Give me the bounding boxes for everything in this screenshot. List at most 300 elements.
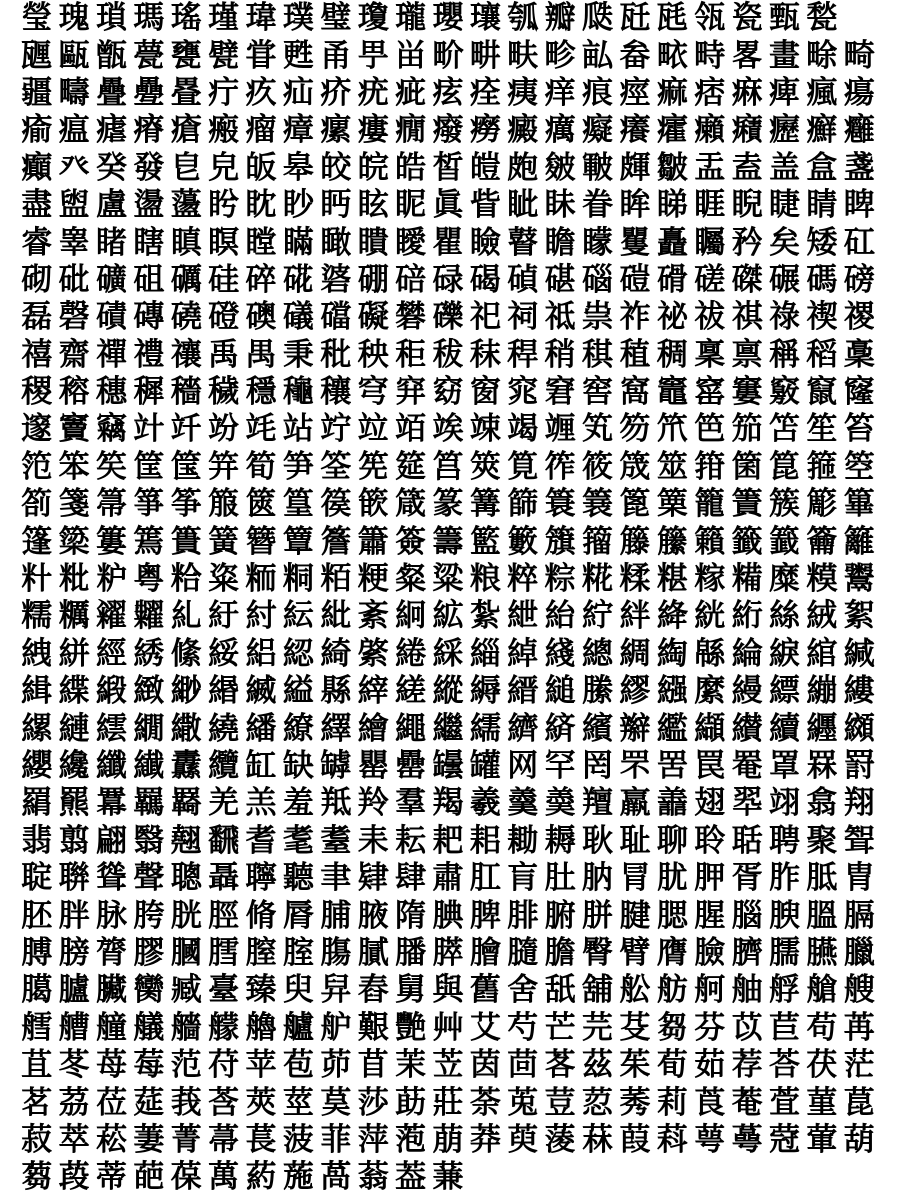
kanji-glyph: 碎: [245, 261, 277, 298]
kanji-glyph: 穽: [395, 374, 427, 411]
kanji-glyph: 葭: [619, 1121, 651, 1158]
kanji-glyph: 綯: [656, 635, 688, 672]
kanji-glyph: 舊: [469, 972, 501, 1009]
kanji-glyph: 綉: [133, 635, 165, 672]
kanji-glyph: 皓: [395, 149, 427, 186]
kanji-glyph: 禊: [806, 299, 838, 336]
kanji-glyph: 莨: [694, 1084, 726, 1121]
kanji-glyph: 缸: [245, 748, 277, 784]
kanji-glyph: 碪: [544, 261, 576, 298]
kanji-glyph: 舫: [656, 972, 688, 1009]
kanji-glyph: 矇: [582, 224, 614, 261]
kanji-glyph: 籵: [21, 561, 53, 598]
kanji-glyph: 繿: [656, 710, 688, 747]
kanji-glyph: 站: [282, 411, 314, 448]
kanji-glyph: 膕: [170, 934, 202, 971]
kanji-glyph: 甑: [95, 37, 127, 74]
kanji-glyph: 瓔: [432, 0, 464, 37]
kanji-glyph: 穢: [208, 374, 240, 411]
kanji-glyph: 盡: [21, 187, 53, 224]
kanji-glyph: 簓: [806, 486, 838, 523]
kanji-glyph: 疣: [357, 74, 389, 111]
kanji-glyph: 窿: [843, 374, 875, 411]
kanji-glyph: 荅: [769, 1047, 800, 1084]
kanji-glyph: 竄: [806, 374, 838, 411]
kanji-glyph: 臧: [170, 972, 202, 1009]
kanji-glyph: 繦: [656, 673, 688, 710]
kanji-glyph: 癸: [95, 149, 127, 186]
kanji-glyph: 眇: [282, 187, 314, 224]
kanji-glyph: 腱: [619, 897, 651, 934]
kanji-glyph: 茲: [582, 1047, 614, 1084]
kanji-glyph: 繹: [320, 710, 352, 747]
kanji-glyph: 聲: [133, 860, 165, 897]
kanji-glyph: 肭: [582, 860, 614, 897]
kanji-glyph: 竢: [432, 411, 464, 448]
kanji-glyph: 葢: [395, 1159, 427, 1196]
kanji-glyph: 筱: [582, 448, 614, 485]
kanji-glyph: 絳: [656, 598, 688, 635]
kanji-glyph: 籏: [544, 523, 576, 560]
kanji-glyph: 罌: [357, 748, 389, 784]
kanji-glyph: 莢: [245, 1084, 277, 1121]
kanji-glyph: 糀: [582, 561, 614, 598]
kanji-glyph: 籐: [619, 523, 651, 560]
kanji-glyph: 瓊: [357, 0, 389, 37]
kanji-glyph: 糜: [769, 561, 800, 598]
kanji-glyph: 碚: [395, 261, 427, 298]
kanji-glyph: 稱: [769, 336, 800, 373]
kanji-glyph: 筮: [656, 448, 688, 485]
kanji-glyph: 粽: [544, 561, 576, 598]
kanji-glyph: 竭: [507, 411, 539, 448]
kanji-glyph: 粢: [208, 561, 240, 598]
kanji-glyph: 皰: [507, 149, 539, 186]
kanji-glyph: 穉: [133, 374, 165, 411]
kanji-glyph: 瘟: [58, 112, 90, 149]
kanji-glyph: 糺: [170, 598, 202, 635]
kanji-glyph: 范: [170, 1047, 202, 1084]
kanji-glyph: 甅: [21, 37, 53, 74]
kanji-glyph: 胯: [133, 897, 165, 934]
kanji-glyph: 茴: [507, 1047, 539, 1084]
kanji-glyph: 縅: [245, 673, 277, 710]
kanji-glyph: 紲: [507, 598, 539, 635]
kanji-glyph: 笏: [619, 411, 651, 448]
kanji-glyph: 胖: [58, 897, 90, 934]
kanji-glyph: 睚: [694, 187, 726, 224]
kanji-glyph: 芬: [694, 1009, 726, 1046]
kanji-glyph: 羹: [507, 785, 539, 822]
kanji-glyph: 緘: [843, 635, 875, 672]
kanji-glyph: 絋: [432, 598, 464, 635]
kanji-glyph: 菲: [320, 1121, 352, 1158]
kanji-glyph: 粤: [133, 561, 165, 598]
kanji-glyph: 皴: [544, 149, 576, 186]
kanji-glyph: 笘: [769, 411, 800, 448]
kanji-glyph: 盂: [694, 149, 726, 186]
kanji-glyph: 磚: [133, 299, 165, 336]
kanji-glyph: 禳: [170, 336, 202, 373]
kanji-glyph: 砠: [133, 261, 165, 298]
kanji-glyph: 蒂: [95, 1159, 127, 1196]
kanji-glyph: 粃: [58, 561, 90, 598]
kanji-glyph: 縊: [282, 673, 314, 710]
kanji-glyph: 畩: [656, 37, 688, 74]
kanji-glyph: 糯: [21, 598, 53, 635]
kanji-glyph: 與: [432, 972, 464, 1009]
kanji-glyph: 礦: [95, 261, 127, 298]
kanji-glyph: 畚: [619, 37, 651, 74]
kanji-glyph: 癜: [507, 112, 539, 149]
kanji-glyph: 耘: [395, 822, 427, 859]
kanji-glyph: 艝: [21, 1009, 53, 1046]
kanji-glyph: 瑾: [208, 0, 240, 37]
kanji-glyph: 穡: [170, 374, 202, 411]
kanji-glyph: 蕚: [731, 1121, 763, 1158]
kanji-glyph: 痍: [507, 74, 539, 111]
kanji-glyph: 舳: [731, 972, 763, 1009]
kanji-glyph: 笳: [731, 411, 763, 448]
kanji-glyph: 痲: [656, 74, 688, 111]
kanji-glyph: 脛: [208, 897, 240, 934]
kanji-glyph: 胝: [806, 860, 838, 897]
kanji-glyph: 痒: [544, 74, 576, 111]
kanji-glyph: 矗: [656, 224, 688, 261]
kanji-glyph: 萵: [320, 1159, 352, 1196]
kanji-glyph: 粳: [357, 561, 389, 598]
kanji-glyph: 皎: [320, 149, 352, 186]
kanji-glyph: 聆: [694, 822, 726, 859]
kanji-glyph: 竍: [133, 411, 165, 448]
kanji-glyph: 腟: [282, 934, 314, 971]
kanji-glyph: 箙: [208, 486, 240, 523]
kanji-glyph: 痳: [731, 74, 763, 111]
kanji-glyph: 疆: [21, 74, 53, 111]
kanji-glyph: 縺: [58, 710, 90, 747]
kanji-glyph: 艪: [245, 1009, 277, 1046]
kanji-glyph: 葮: [58, 1159, 90, 1196]
kanji-glyph: 絣: [58, 635, 90, 672]
kanji-glyph: 脉: [95, 897, 127, 934]
kanji-glyph: 紵: [582, 598, 614, 635]
kanji-glyph: 繧: [95, 710, 127, 747]
kanji-glyph: 笨: [58, 448, 90, 485]
kanji-glyph: 腴: [769, 897, 800, 934]
kanji-glyph: 笊: [656, 411, 688, 448]
kanji-glyph: 秧: [357, 336, 389, 373]
kanji-glyph: 糶: [133, 598, 165, 635]
kanji-glyph: 續: [769, 710, 800, 747]
kanji-glyph: 篆: [432, 486, 464, 523]
kanji-glyph: 莖: [282, 1084, 314, 1121]
kanji-glyph: 穹: [357, 374, 389, 411]
kanji-glyph: 癰: [843, 112, 875, 149]
kanji-glyph: 聒: [731, 822, 763, 859]
kanji-glyph: 萬: [208, 1159, 240, 1196]
kanji-glyph: 穰: [320, 374, 352, 411]
kanji-glyph: 礒: [282, 299, 314, 336]
kanji-glyph: 矣: [769, 224, 800, 261]
kanji-glyph: 荵: [582, 1084, 614, 1121]
kanji-glyph: 眷: [582, 187, 614, 224]
kanji-glyph: 硴: [282, 261, 314, 298]
kanji-glyph: 茹: [694, 1047, 726, 1084]
kanji-glyph: 痙: [619, 74, 651, 111]
kanji-glyph: 稟: [694, 336, 726, 373]
kanji-glyph: 胥: [731, 860, 763, 897]
kanji-glyph: 畆: [582, 37, 614, 74]
kanji-glyph: 繆: [619, 673, 651, 710]
kanji-glyph: 篥: [656, 486, 688, 523]
kanji-glyph: 睥: [843, 187, 875, 224]
kanji-glyph: 瓣: [544, 0, 576, 37]
kanji-glyph: 莵: [507, 1084, 539, 1121]
kanji-glyph: 胄: [843, 860, 875, 897]
kanji-glyph: 瓱: [656, 0, 688, 37]
kanji-glyph: 縻: [694, 673, 726, 710]
kanji-glyph: 茫: [843, 1047, 875, 1084]
kanji-glyph: 瘋: [806, 74, 838, 111]
kanji-glyph: 硼: [357, 261, 389, 298]
kanji-glyph: 甬: [320, 37, 352, 74]
kanji-glyph: 膈: [843, 897, 875, 934]
kanji-glyph: 龝: [282, 374, 314, 411]
kanji-glyph: 罨: [731, 748, 763, 784]
kanji-glyph: 絮: [843, 598, 875, 635]
kanji-glyph: 纎: [133, 748, 165, 784]
kanji-glyph: 籃: [469, 523, 501, 560]
kanji-glyph: 秣: [469, 336, 501, 373]
kanji-glyph: 羔: [245, 785, 277, 822]
kanji-glyph: 耨: [544, 822, 576, 859]
kanji-glyph: 蒭: [21, 1159, 53, 1196]
kanji-glyph: 礬: [395, 299, 427, 336]
kanji-glyph: 繪: [357, 710, 389, 747]
kanji-glyph: 腮: [656, 897, 688, 934]
kanji-glyph: 疔: [208, 74, 240, 111]
kanji-glyph: 筍: [245, 448, 277, 485]
kanji-glyph: 萃: [58, 1121, 90, 1158]
kanji-glyph: 腋: [357, 897, 389, 934]
kanji-glyph: 菠: [282, 1121, 314, 1158]
kanji-glyph: 盪: [133, 187, 165, 224]
kanji-glyph: 脾: [469, 897, 501, 934]
kanji-glyph: 絏: [21, 635, 53, 672]
kanji-glyph: 穗: [95, 374, 127, 411]
kanji-glyph: 籖: [769, 523, 800, 560]
kanji-glyph: 聘: [769, 822, 800, 859]
kanji-glyph: 莪: [170, 1084, 202, 1121]
kanji-glyph: 祚: [619, 299, 651, 336]
kanji-glyph: 睨: [731, 187, 763, 224]
kanji-glyph: 甞: [245, 37, 277, 74]
kanji-glyph: 籔: [507, 523, 539, 560]
kanji-glyph: 眩: [357, 187, 389, 224]
kanji-glyph: 粐: [95, 561, 127, 598]
kanji-glyph: 瞽: [507, 224, 539, 261]
kanji-glyph: 葯: [245, 1159, 277, 1196]
kanji-glyph: 箍: [806, 448, 838, 485]
kanji-glyph: 荐: [731, 1047, 763, 1084]
kanji-glyph: 胱: [170, 897, 202, 934]
kanji-glyph: 筝: [170, 486, 202, 523]
kanji-glyph: 簧: [208, 523, 240, 560]
kanji-glyph: 笞: [843, 411, 875, 448]
kanji-glyph: 絖: [694, 598, 726, 635]
kanji-glyph: 翩: [95, 822, 127, 859]
kanji-glyph: 甓: [208, 37, 240, 74]
kanji-glyph: 縉: [507, 673, 539, 710]
kanji-glyph: 苣: [769, 1009, 800, 1046]
kanji-glyph: 痞: [694, 74, 726, 111]
kanji-glyph: 羮: [544, 785, 576, 822]
kanji-glyph: 粨: [320, 561, 352, 598]
kanji-glyph: 篋: [245, 486, 277, 523]
kanji-glyph: 繼: [432, 710, 464, 747]
kanji-glyph: 繙: [245, 710, 277, 747]
kanji-glyph: 礇: [245, 299, 277, 336]
kanji-glyph: 緜: [694, 635, 726, 672]
kanji-glyph: 絆: [619, 598, 651, 635]
kanji-glyph: 祕: [656, 299, 688, 336]
kanji-glyph: 萍: [357, 1121, 389, 1158]
kanji-glyph: 綏: [208, 635, 240, 672]
kanji-glyph: 盞: [843, 149, 875, 186]
kanji-glyph: 艘: [843, 972, 875, 1009]
kanji-glyph: 菎: [843, 1084, 875, 1121]
kanji-glyph: 皹: [619, 149, 651, 186]
kanji-glyph: 纉: [731, 710, 763, 747]
kanji-glyph: 篷: [21, 523, 53, 560]
kanji-glyph: 肬: [656, 860, 688, 897]
kanji-glyph: 肓: [507, 860, 539, 897]
kanji-glyph: 聊: [656, 822, 688, 859]
kanji-glyph: 磬: [58, 299, 90, 336]
kanji-glyph: 臟: [95, 972, 127, 1009]
kanji-glyph: 碯: [582, 261, 614, 298]
kanji-glyph: 羚: [357, 785, 389, 822]
kanji-glyph: 瘴: [282, 112, 314, 149]
kanji-glyph: 筥: [432, 448, 464, 485]
kanji-glyph: 綺: [320, 635, 352, 672]
kanji-glyph: 畊: [469, 37, 501, 74]
kanji-glyph: 緻: [133, 673, 165, 710]
kanji-glyph: 禧: [21, 336, 53, 373]
kanji-glyph: 茱: [619, 1047, 651, 1084]
kanji-glyph: 肚: [544, 860, 576, 897]
kanji-glyph: 縢: [582, 673, 614, 710]
kanji-glyph: 疥: [320, 74, 352, 111]
kanji-glyph: 莅: [95, 1084, 127, 1121]
kanji-glyph: 碵: [507, 261, 539, 298]
kanji-glyph: 羆: [58, 785, 90, 822]
kanji-glyph: 瘡: [170, 112, 202, 149]
kanji-glyph: 矍: [619, 224, 651, 261]
kanji-glyph: 繝: [133, 710, 165, 747]
kanji-glyph: 簑: [544, 486, 576, 523]
kanji-glyph: 繚: [282, 710, 314, 747]
kanji-glyph: 耿: [582, 822, 614, 859]
kanji-glyph: 畉: [507, 37, 539, 74]
kanji-glyph: 翡: [21, 822, 53, 859]
kanji-glyph: 筰: [544, 448, 576, 485]
kanji-glyph: 眤: [395, 187, 427, 224]
kanji-glyph: 矼: [843, 224, 875, 261]
kanji-glyph: 羣: [395, 785, 427, 822]
kanji-glyph: 聢: [21, 860, 53, 897]
kanji-glyph: 祗: [544, 299, 576, 336]
kanji-glyph: 聶: [208, 860, 240, 897]
kanji-glyph: 舮: [320, 1009, 352, 1046]
kanji-glyph: 萪: [656, 1121, 688, 1158]
kanji-glyph: 翹: [170, 822, 202, 859]
kanji-glyph: 胚: [21, 897, 53, 934]
kanji-glyph: 臺: [208, 972, 240, 1009]
kanji-glyph: 羂: [21, 785, 53, 822]
kanji-glyph: 瑪: [133, 0, 165, 37]
kanji-glyph: 箒: [95, 486, 127, 523]
kanji-glyph: 萸: [507, 1121, 539, 1158]
kanji-glyph: 皖: [357, 149, 389, 186]
kanji-glyph: 翕: [806, 785, 838, 822]
kanji-glyph: 砒: [58, 261, 90, 298]
kanji-glyph: 苡: [731, 1009, 763, 1046]
kanji-glyph: 耜: [469, 822, 501, 859]
kanji-glyph: 甍: [133, 37, 165, 74]
kanji-glyph: 隋: [395, 897, 427, 934]
kanji-glyph: 膺: [656, 934, 688, 971]
kanji-glyph: 竰: [544, 411, 576, 448]
kanji-glyph: 瘢: [208, 112, 240, 149]
kanji-glyph: 綫: [544, 635, 576, 672]
kanji-glyph: 臾: [282, 972, 314, 1009]
kanji-glyph: 繖: [170, 710, 202, 747]
kanji-glyph: 胼: [582, 897, 614, 934]
kanji-glyph: 荀: [656, 1047, 688, 1084]
kanji-glyph: 盥: [58, 187, 90, 224]
kanji-glyph: 纓: [21, 748, 53, 784]
kanji-glyph: 臂: [619, 934, 651, 971]
kanji-glyph: 糂: [656, 561, 688, 598]
kanji-glyph: 筺: [170, 448, 202, 485]
kanji-glyph: 瘍: [843, 74, 875, 111]
kanji-glyph: 簀: [731, 486, 763, 523]
kanji-glyph: 舖: [582, 972, 614, 1009]
kanji-glyph: 膃: [806, 897, 838, 934]
kanji-glyph: 芟: [619, 1009, 651, 1046]
kanji-glyph: 簟: [282, 523, 314, 560]
kanji-glyph: 飜: [208, 822, 240, 859]
kanji-glyph: 舸: [694, 972, 726, 1009]
kanji-glyph: 縒: [395, 673, 427, 710]
kanji-glyph: 艫: [282, 1009, 314, 1046]
kanji-glyph: 發: [133, 149, 165, 186]
kanji-glyph: 舂: [357, 972, 389, 1009]
kanji-glyph: 脯: [320, 897, 352, 934]
kanji-glyph: 祺: [731, 299, 763, 336]
kanji-glyph: 莉: [656, 1084, 688, 1121]
kanji-glyph: 簍: [95, 523, 127, 560]
kanji-glyph: 譱: [656, 785, 688, 822]
kanji-glyph: 笵: [21, 448, 53, 485]
kanji-glyph: 絽: [245, 635, 277, 672]
kanji-glyph: 艚: [58, 1009, 90, 1046]
kanji-glyph: 籀: [582, 523, 614, 560]
kanji-glyph: 簗: [58, 523, 90, 560]
kanji-glyph: 縹: [769, 673, 800, 710]
kanji-glyph: 箋: [58, 486, 90, 523]
